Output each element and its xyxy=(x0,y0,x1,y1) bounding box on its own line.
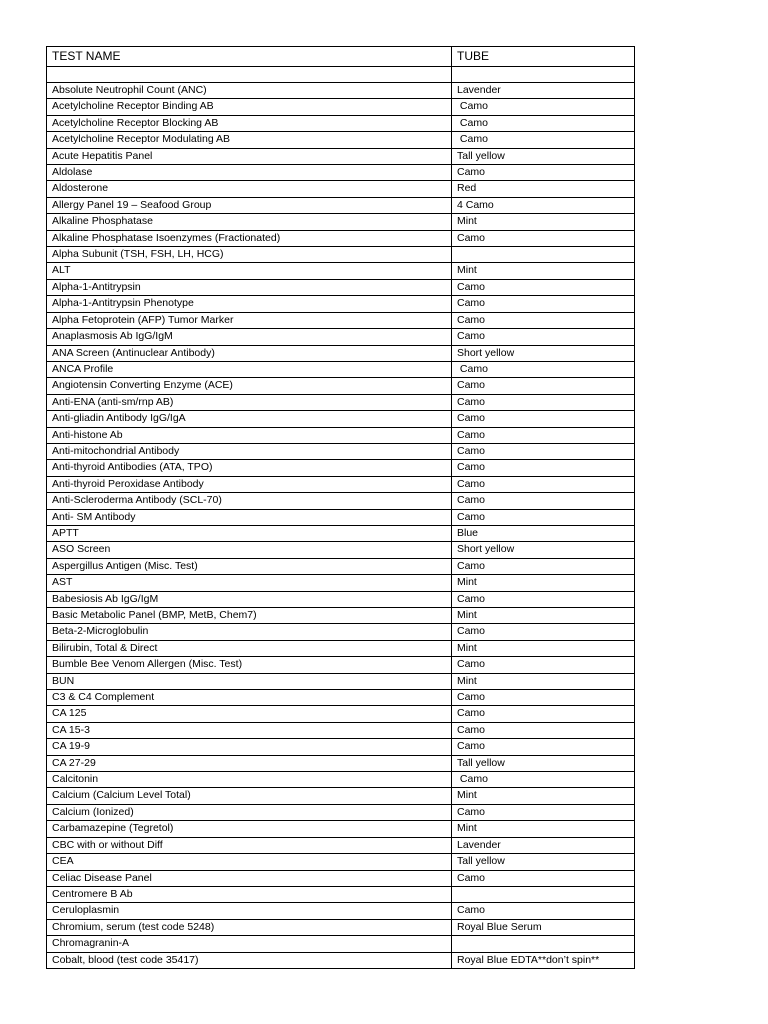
table-row xyxy=(47,230,635,246)
test-name-cell: Ceruloplasmin xyxy=(47,903,452,919)
test-name-cell: Acetylcholine Receptor Blocking AB xyxy=(47,115,452,131)
test-name-cell: Anti-thyroid Antibodies (ATA, TPO) xyxy=(47,460,452,476)
tube-cell xyxy=(452,936,635,952)
tube-cell xyxy=(452,886,635,902)
tube-cell: Royal Blue EDTA**don’t spin** xyxy=(452,952,635,968)
tube-cell: Tall yellow xyxy=(452,148,635,164)
table-row xyxy=(47,837,635,853)
test-name-cell: CA 15-3 xyxy=(47,722,452,738)
test-name-cell: ANCA Profile xyxy=(47,361,452,377)
table-row xyxy=(47,542,635,558)
table-row xyxy=(47,148,635,164)
tube-cell: Camo xyxy=(452,804,635,820)
table-row xyxy=(47,378,635,394)
tube-cell: Camo xyxy=(452,558,635,574)
test-name-cell: Anaplasmosis Ab IgG/IgM xyxy=(47,329,452,345)
table-row xyxy=(47,722,635,738)
table-row xyxy=(47,165,635,181)
tube-cell: Mint xyxy=(452,214,635,230)
table-row xyxy=(47,132,635,148)
test-name-cell: Anti-thyroid Peroxidase Antibody xyxy=(47,476,452,492)
tube-cell: Camo xyxy=(452,378,635,394)
tube-cell: Camo xyxy=(452,624,635,640)
test-name-cell: Cobalt, blood (test code 35417) xyxy=(47,952,452,968)
tube-cell: Camo xyxy=(452,509,635,525)
table-row xyxy=(47,329,635,345)
test-name-cell: Chromagranin-A xyxy=(47,936,452,952)
tube-cell: Mint xyxy=(452,821,635,837)
test-name-cell: Anti- SM Antibody xyxy=(47,509,452,525)
tube-cell: Mint xyxy=(452,788,635,804)
tube-cell: Blue xyxy=(452,525,635,541)
tube-cell: Camo xyxy=(452,165,635,181)
table-row xyxy=(47,460,635,476)
test-name-cell: ANA Screen (Antinuclear Antibody) xyxy=(47,345,452,361)
table-row xyxy=(47,657,635,673)
tube-cell: Camo xyxy=(452,772,635,788)
table-row xyxy=(47,886,635,902)
tube-cell: Camo xyxy=(452,296,635,312)
table-row xyxy=(47,903,635,919)
test-name-cell: ALT xyxy=(47,263,452,279)
tube-cell: Camo xyxy=(452,230,635,246)
tube-cell: Lavender xyxy=(452,837,635,853)
table-row xyxy=(47,115,635,131)
test-name-cell: Alpha-1-Antitrypsin Phenotype xyxy=(47,296,452,312)
table-row xyxy=(47,99,635,115)
tube-cell: Camo xyxy=(452,493,635,509)
table-row xyxy=(47,870,635,886)
table-row xyxy=(47,509,635,525)
tube-cell: Short yellow xyxy=(452,345,635,361)
test-name-cell: Alpha-1-Antitrypsin xyxy=(47,279,452,295)
table-row xyxy=(47,411,635,427)
header-tube: TUBE xyxy=(452,47,635,67)
test-name-cell: Calcitonin xyxy=(47,772,452,788)
test-name-cell: Alpha Fetoprotein (AFP) Tumor Marker xyxy=(47,312,452,328)
table-row xyxy=(47,739,635,755)
test-name-cell: Absolute Neutrophil Count (ANC) xyxy=(47,83,452,99)
test-name-cell: Alpha Subunit (TSH, FSH, LH, HCG) xyxy=(47,247,452,263)
test-name-cell: Acute Hepatitis Panel xyxy=(47,148,452,164)
tube-cell xyxy=(452,247,635,263)
test-name-cell: Aldosterone xyxy=(47,181,452,197)
test-name-cell: Calcium (Calcium Level Total) xyxy=(47,788,452,804)
table-row xyxy=(47,640,635,656)
tube-cell: Short yellow xyxy=(452,542,635,558)
table-row xyxy=(47,197,635,213)
table-row xyxy=(47,821,635,837)
table-row xyxy=(47,952,635,968)
test-name-cell: Alkaline Phosphatase Isoenzymes (Fractionated) xyxy=(47,230,452,246)
tube-table xyxy=(46,46,635,969)
header-row xyxy=(47,47,635,67)
table-row xyxy=(47,214,635,230)
tube-cell: Camo xyxy=(452,115,635,131)
test-name-cell: Babesiosis Ab IgG/IgM xyxy=(47,591,452,607)
tube-cell: Camo xyxy=(452,690,635,706)
table-row xyxy=(47,279,635,295)
test-name-cell: Centromere B Ab xyxy=(47,886,452,902)
test-name-cell: Aldolase xyxy=(47,165,452,181)
test-name-cell: BUN xyxy=(47,673,452,689)
test-name-cell: CBC with or without Diff xyxy=(47,837,452,853)
table-row xyxy=(47,608,635,624)
tube-cell: Camo xyxy=(452,427,635,443)
table-row xyxy=(47,772,635,788)
header-test-name: TEST NAME xyxy=(47,47,452,67)
tube-cell: Camo xyxy=(452,312,635,328)
tube-cell: Camo xyxy=(452,411,635,427)
table-row xyxy=(47,312,635,328)
tube-cell: Camo xyxy=(452,722,635,738)
test-name-cell: APTT xyxy=(47,525,452,541)
table-row xyxy=(47,706,635,722)
test-name-cell: CA 19-9 xyxy=(47,739,452,755)
table-row xyxy=(47,476,635,492)
table-row xyxy=(47,591,635,607)
test-name-cell: Angiotensin Converting Enzyme (ACE) xyxy=(47,378,452,394)
test-name-cell: Acetylcholine Receptor Modulating AB xyxy=(47,132,452,148)
table-row xyxy=(47,854,635,870)
table-row xyxy=(47,181,635,197)
table-row xyxy=(47,525,635,541)
table-row xyxy=(47,575,635,591)
test-name-cell: CA 27-29 xyxy=(47,755,452,771)
tube-cell: Lavender xyxy=(452,83,635,99)
test-name-cell: ASO Screen xyxy=(47,542,452,558)
tube-cell: Camo xyxy=(452,739,635,755)
test-name-cell: Chromium, serum (test code 5248) xyxy=(47,919,452,935)
tube-cell: Camo xyxy=(452,443,635,459)
test-name-cell: Aspergillus Antigen (Misc. Test) xyxy=(47,558,452,574)
test-name-cell: C3 & C4 Complement xyxy=(47,690,452,706)
table-row xyxy=(47,936,635,952)
tube-cell: Mint xyxy=(452,640,635,656)
tube-cell: Mint xyxy=(452,263,635,279)
table-row xyxy=(47,345,635,361)
table-row xyxy=(47,263,635,279)
test-name-cell: Anti-gliadin Antibody IgG/IgA xyxy=(47,411,452,427)
tube-cell: Camo xyxy=(452,903,635,919)
test-name-cell: Beta-2-Microglobulin xyxy=(47,624,452,640)
test-name-cell: Anti-Scleroderma Antibody (SCL-70) xyxy=(47,493,452,509)
table-row xyxy=(47,919,635,935)
test-name-cell: Calcium (Ionized) xyxy=(47,804,452,820)
test-name-cell: Acetylcholine Receptor Binding AB xyxy=(47,99,452,115)
tube-cell: Camo xyxy=(452,460,635,476)
tube-cell: Red xyxy=(452,181,635,197)
table-row xyxy=(47,673,635,689)
tube-cell: Camo xyxy=(452,329,635,345)
test-name-cell: CA 125 xyxy=(47,706,452,722)
tube-cell: Mint xyxy=(452,608,635,624)
blank-cell xyxy=(47,67,452,83)
tube-cell: Mint xyxy=(452,575,635,591)
tube-cell: Mint xyxy=(452,673,635,689)
table-row xyxy=(47,394,635,410)
tube-cell: Tall yellow xyxy=(452,755,635,771)
test-name-cell: Anti-mitochondrial Antibody xyxy=(47,443,452,459)
tube-cell: Camo xyxy=(452,361,635,377)
tube-cell: Tall yellow xyxy=(452,854,635,870)
test-name-cell: Bilirubin, Total & Direct xyxy=(47,640,452,656)
test-name-cell: Bumble Bee Venom Allergen (Misc. Test) xyxy=(47,657,452,673)
test-name-cell: AST xyxy=(47,575,452,591)
tube-cell: 4 Camo xyxy=(452,197,635,213)
table-row xyxy=(47,83,635,99)
table-row xyxy=(47,361,635,377)
test-name-cell: Basic Metabolic Panel (BMP, MetB, Chem7) xyxy=(47,608,452,624)
tube-cell: Camo xyxy=(452,657,635,673)
tube-cell: Camo xyxy=(452,870,635,886)
test-name-cell: CEA xyxy=(47,854,452,870)
test-name-cell: Carbamazepine (Tegretol) xyxy=(47,821,452,837)
table-body xyxy=(47,67,635,969)
table-row xyxy=(47,443,635,459)
tube-cell: Camo xyxy=(452,706,635,722)
table-row xyxy=(47,296,635,312)
test-name-cell: Anti-histone Ab xyxy=(47,427,452,443)
tube-cell: Camo xyxy=(452,279,635,295)
table-row xyxy=(47,427,635,443)
table-row xyxy=(47,690,635,706)
tube-cell: Royal Blue Serum xyxy=(452,919,635,935)
table-row xyxy=(47,804,635,820)
table-row xyxy=(47,624,635,640)
test-name-cell: Alkaline Phosphatase xyxy=(47,214,452,230)
tube-cell: Camo xyxy=(452,394,635,410)
table-row xyxy=(47,493,635,509)
test-name-cell: Anti-ENA (anti-sm/rnp AB) xyxy=(47,394,452,410)
blank-cell xyxy=(452,67,635,83)
tube-cell: Camo xyxy=(452,591,635,607)
tube-cell: Camo xyxy=(452,476,635,492)
table-row xyxy=(47,755,635,771)
tube-cell: Camo xyxy=(452,132,635,148)
tube-cell: Camo xyxy=(452,99,635,115)
blank-row xyxy=(47,67,635,83)
table-row xyxy=(47,247,635,263)
test-name-cell: Allergy Panel 19 – Seafood Group xyxy=(47,197,452,213)
test-name-cell: Celiac Disease Panel xyxy=(47,870,452,886)
table-row xyxy=(47,558,635,574)
table-row xyxy=(47,788,635,804)
